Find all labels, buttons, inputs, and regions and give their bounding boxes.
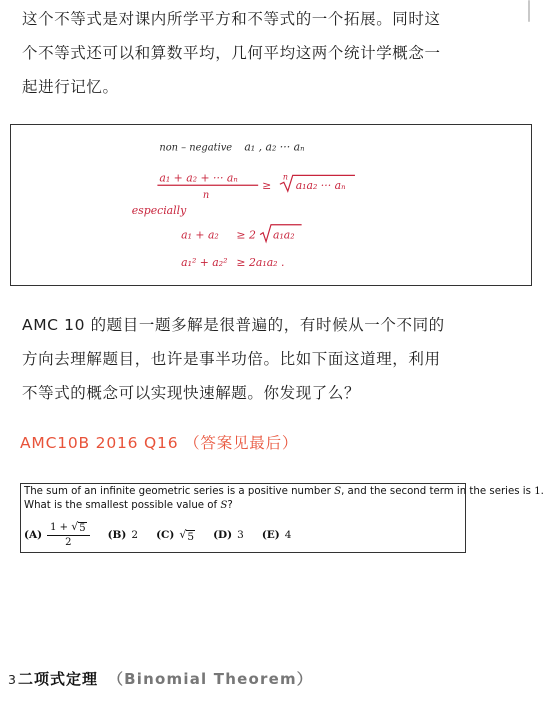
section-title: 二项式定理 xyxy=(17,670,98,688)
choice-c xyxy=(156,528,195,543)
section-heading xyxy=(8,664,313,695)
notes-eq3-left: a₁² + a₂² xyxy=(181,256,228,270)
sqrt xyxy=(71,520,86,535)
choice-b xyxy=(108,529,139,541)
problem-line-2 xyxy=(24,499,462,513)
choice-d-value: 3 xyxy=(237,529,244,541)
notes-am-denominator: n xyxy=(202,190,210,202)
notes-especially: especially xyxy=(131,203,187,217)
choice-d xyxy=(213,529,244,541)
problem-text: The sum of an infinite geometric series is a positive number xyxy=(24,486,335,497)
notes-eq2-radicand: a₁a₂ xyxy=(272,228,295,242)
sqrt-sign: √ xyxy=(179,527,187,541)
notes-eq3-right: ≥ 2a₁a₂ . xyxy=(236,256,285,270)
choice-e-label: (E) xyxy=(261,529,280,541)
problem-heading: AMC10B 2016 Q16 （答案见最后） xyxy=(20,434,299,452)
problem-var-s: S xyxy=(334,486,342,497)
notes-eq2-coef: ≥ 2 xyxy=(236,228,256,242)
amc-problem-image xyxy=(20,483,544,553)
sqrt xyxy=(179,528,195,543)
problem-line-1 xyxy=(24,485,544,499)
choice-c-label: (C) xyxy=(156,529,175,541)
handwritten-notes-image xyxy=(10,124,532,286)
sqrt-sign: √ xyxy=(71,520,79,533)
choice-e-value: 4 xyxy=(284,529,292,541)
notes-am-numerator: a₁ + a₂ + ··· aₙ xyxy=(159,171,238,185)
choice-a xyxy=(24,520,90,550)
choice-a-numerator xyxy=(47,520,90,536)
notes-gm-index: n xyxy=(282,172,288,182)
choice-b-label: (B) xyxy=(107,529,127,541)
notes-eq2-left: a₁ + a₂ xyxy=(181,228,219,242)
choice-b-value: 2 xyxy=(131,529,139,541)
choice-a-num-prefix: 1 + xyxy=(50,522,72,533)
notes-variables: a₁ , a₂ ··· aₙ xyxy=(244,140,305,154)
sqrt-radicand: 5 xyxy=(79,523,86,534)
scrollbar[interactable] xyxy=(528,0,530,22)
choice-a-label: (A) xyxy=(24,529,43,541)
section-subtitle: （Binomial Theorem） xyxy=(107,670,313,688)
problem-number: 1 xyxy=(534,486,541,497)
problem-var-s: S xyxy=(220,500,228,511)
section-number: 3 xyxy=(8,672,16,687)
notes-nonnegative: non – negative xyxy=(159,142,233,154)
problem-punct: . xyxy=(540,486,544,497)
sqrt-radicand: 5 xyxy=(187,530,195,543)
choice-a-denominator: 2 xyxy=(65,537,72,548)
notes-gm-radicand: a₁a₂ ··· aₙ xyxy=(295,179,346,193)
problem-punct: ? xyxy=(227,500,233,511)
handwritten-notes-drawing xyxy=(11,125,531,285)
notes-geq: ≥ xyxy=(262,179,272,193)
choice-e xyxy=(262,529,292,541)
choice-d-label: (D) xyxy=(213,529,233,541)
problem-text: , and the second term in the series is xyxy=(341,486,535,497)
problem-text: What is the smallest possible value of xyxy=(24,500,221,511)
intro-paragraph: 这个不等式是对课内所学平方和不等式的一个拓展。同时这个不等式还可以和算数平均，几何平均这两个统计学概念一起进行记忆。 xyxy=(22,10,441,96)
answer-choices xyxy=(24,520,309,550)
amc-paragraph: AMC 10 的题目一题多解是很普遍的，有时候从一个不同的方向去理解题目，也许是事半功倍。比如下面这道理，利用不等式的概念可以实现快速解题。你发现了么？ xyxy=(22,316,445,402)
choice-a-fraction xyxy=(47,520,90,550)
